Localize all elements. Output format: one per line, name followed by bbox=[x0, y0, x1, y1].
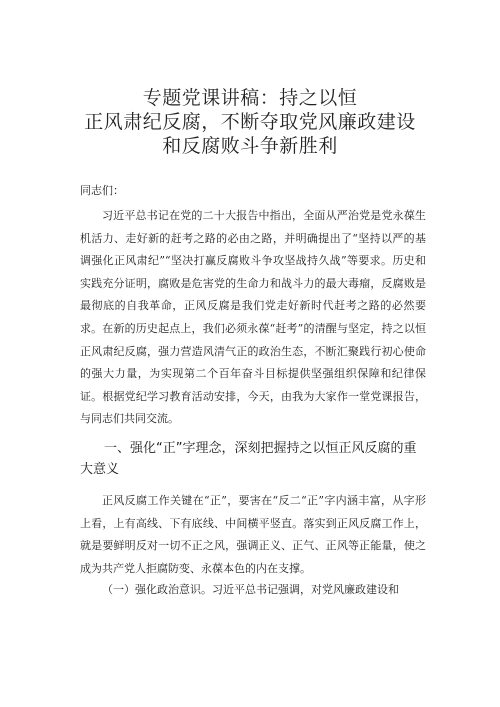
paragraph-subsection-1: （一）强化政治意识。习近平总书记强调，对党风廉政建设和 bbox=[102, 583, 399, 596]
document-title-line-2: 正风肃纪反腐，不断夺取党风廉政建设 bbox=[84, 111, 416, 133]
salutation: 同志们： bbox=[80, 184, 124, 197]
paragraph-section-1: 正风反腐工作关键在“正”，要害在“反二“正”字内涵丰富，从字形上看，上有高线、下有底线、中间横平竖直。落实到正风反腐工作上，就是要鲜明反对一切不正之风，强调正义、正气、正风等正能量，使之成为共产党人拒腐防变、永葆本色的内在支撑。 bbox=[80, 494, 426, 575]
document-title-line-1: 专题党课讲稿：持之以恒 bbox=[142, 87, 358, 109]
paragraph-intro: 习近平总书记在党的二十大报告中指出，全面从严治党是党永葆生机活力、走好新的赶考之路的必由之路，并明确提出了“坚持以严的基调强化正风肃纪”“坚决打赢反腐败斗争攻坚战持久战”等要求。历史和实践充分证明，腐败是危害党的生命力和战斗力的最大毒瘤，反腐败是最彻底的自我革命，正风反腐是我们党走好新时代赶考之路的必然要求。在新的历史起点上，我们必须永葆“赶考”的清醒与坚定，持之以恒正风肃纪反腐，强力营造风清气正的政治生态，不断汇聚践行初心使命的强大力量，为实现第二个百年奋斗目标提供坚强组织保障和纪律保证。根据党纪学习教育活动安排，今天，由我为大家作一堂党课报告，与同志们共同交流。 bbox=[80, 209, 426, 426]
section-heading-1: 一、强化“正”字理念，深刻把握持之以恒正风反腐的重大意义 bbox=[80, 441, 417, 477]
document-title-line-3: 和反腐败斗争新胜利 bbox=[162, 135, 338, 157]
